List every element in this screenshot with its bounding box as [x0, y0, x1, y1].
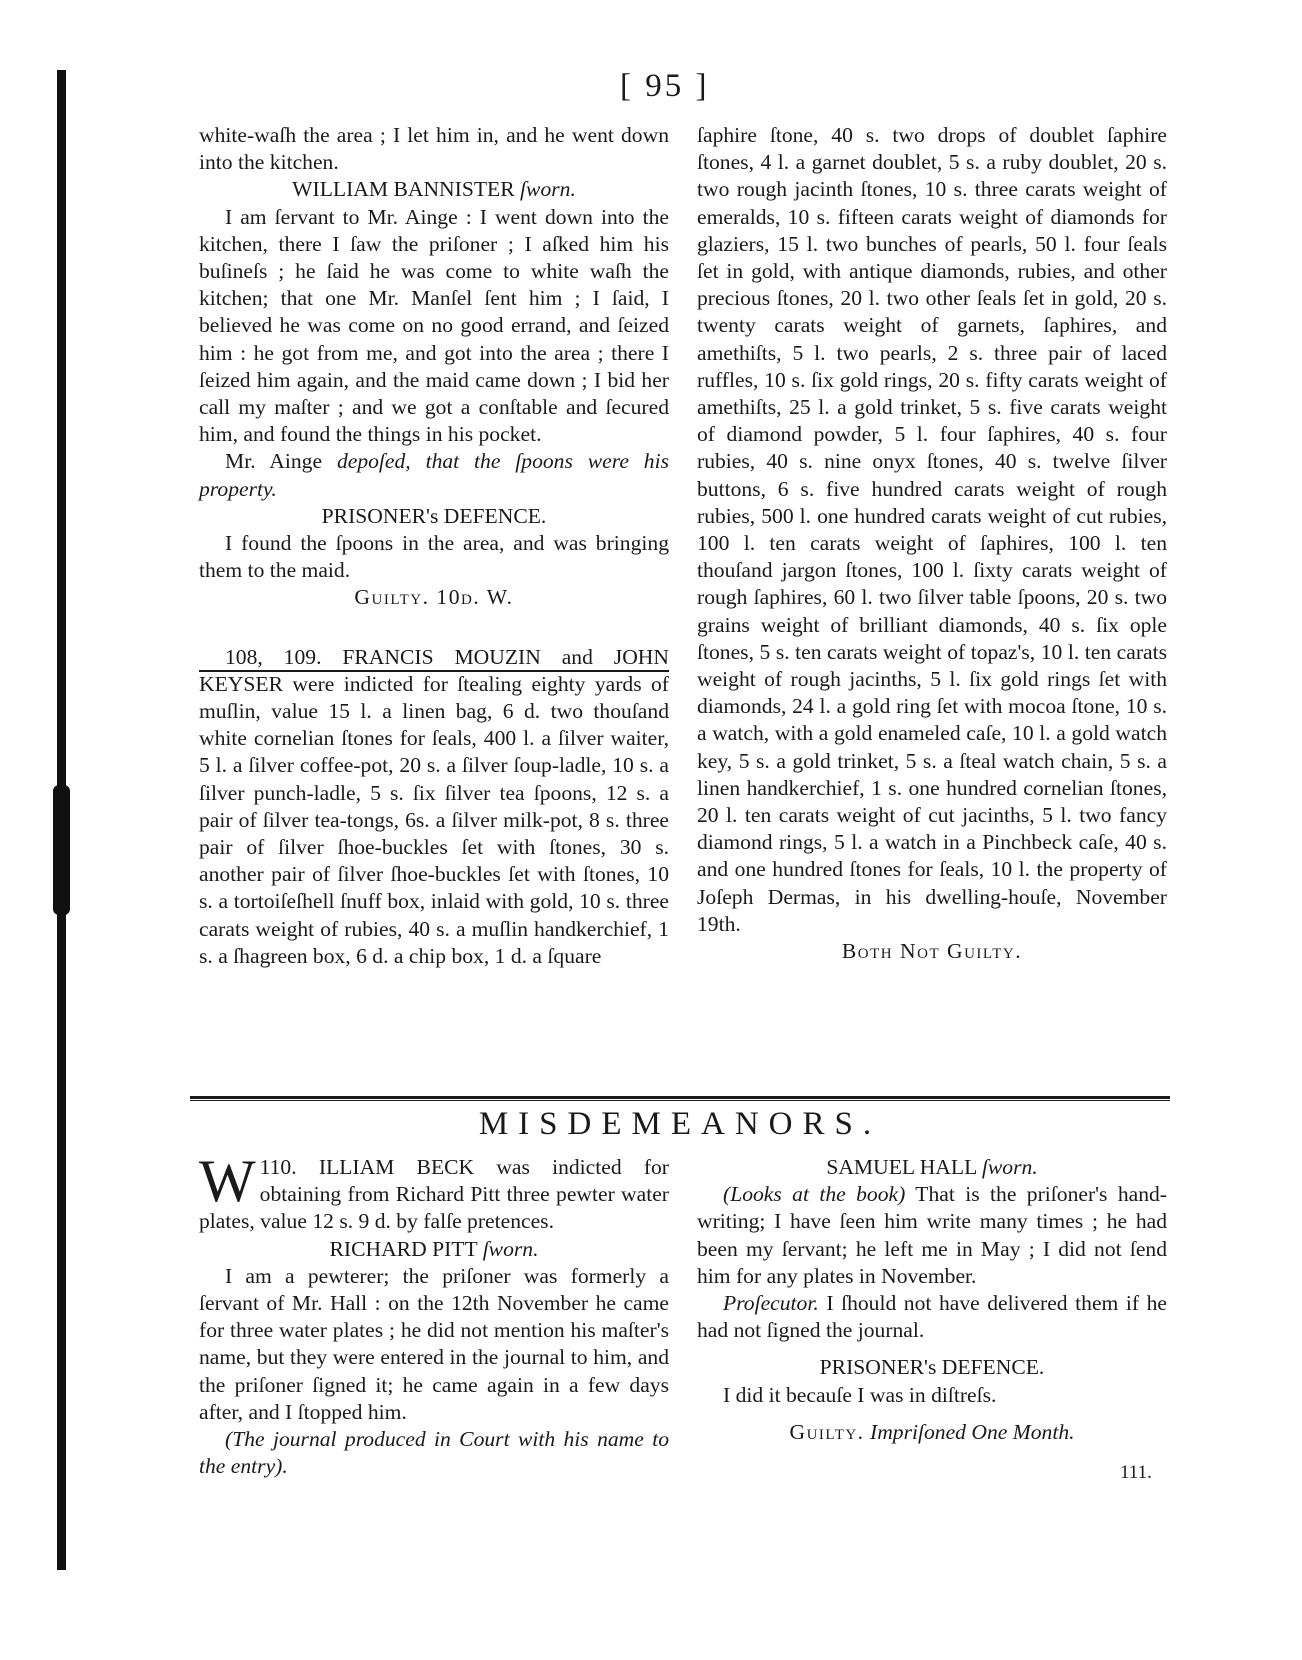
section-divider: [199, 670, 669, 672]
paragraph: ſaphire ſtone, 40 s. two drops of doublet ſaphire ſtones, 4 l. a garnet doublet, 5 s. a ruby doublet, 20 s. two rough jacinth ſtones, 10 s. three carats weight of emeralds, 10 s. fifteen carats weight of diamonds for glaziers, 15 l. two bunches of pearls, 50 l. four ſeals ſet in gold, with antique diamonds, rubies, and other precious ſtones, 20 l. two other ſeals ſet in gold, 20 s. twenty carats weight of garnets, ſaphires, and amethiſts, 5 l. two pearls, 2 s. three pair of laced ruffles, 10 s. ſix gold rings, 20 s. fifty carats weight of amethiſts, 25 l. a gold trinket, 5 s. five carats weight of diamond powder, 5 l. four ſaphires, 40 s. four rubies, 40 s. nine onyx ſtones, 40 s. twelve ſilver buttons, 6 s. five hundred carats weight of rough rubies, 500 l. one hundred carats weight of cut rubies, 100 l. ten carats weight of ſaphires, 100 l. ten thouſand jargon ſtones, 100 l. ſixty carats weight of rough ſaphires, 60 l. two ſilver table ſpoons, 20 s. two grains weight of brilliant diamonds, 40 s. ſix ople ſtones, 5 s. ten carats weight of topaz's, 10 l. ten carats weight of rough jacinths, 5 l. ſix gold rings ſet with diamonds, 24 l. a gold ring ſet with mocoa ſtone, 10 s. a watch, with a gold enameled caſe, 10 l. a gold watch key, 5 s. a gold trinket, 5 s. a ſteal watch chain, 5 s. a linen handkerchief, 1 s. one hundred cornelian ſtones, 20 l. ten carats weight of cut jacinths, 5 l. two fancy diamond rings, 5 l. a watch in a Pinchbeck caſe, 40 s. and one hundred ſtones for ſeals, 10 l. the property of Joſeph Dermas, in his dwelling-houſe, November 19th.: [697, 123, 1167, 936]
witness-heading: WILLIAM BANNISTER ſworn.: [292, 177, 576, 202]
defence-paragraph: I found the ſpoons in the area, and was bringing them to the maid.: [199, 531, 669, 583]
testimony-paragraph: I am a pewterer; the priſoner was formerly a ſervant of Mr. Hall : on the 12th November he came for three water plates ; he did not mention his maſter's name, but they were entered in the journal to him, and the priſoner ſigned it; he came again in a few days after, and I ſtopped him.: [199, 1263, 669, 1424]
prosecutor-paragraph: Proſecutor. I ſhould not have delivered them if he had not ſigned the journal.: [697, 1291, 1167, 1343]
section-heading: MISDEMEANORS.: [478, 1106, 882, 1142]
testimony-paragraph: (Looks at the book) That is the priſoner's hand-writing; I have ſeen him write many times ; he had been my ſervant; he left me in May ; I did not ſend him for any plates in November.: [697, 1182, 1167, 1288]
section-divider-thin: [190, 1100, 1170, 1101]
witness-heading: RICHARD PITT ſworn.: [329, 1236, 539, 1261]
binding-mark: [53, 785, 70, 915]
indictment-paragraph: 110. W ILLIAM BECK was indicted for obtaining from Richard Pitt three pewter water plates, value 12 s. 9 d. by falſe pretences.: [199, 1148, 670, 1234]
column-right-top: [697, 122, 1167, 965]
column-right-bottom: [697, 1154, 1167, 1446]
witness-heading: SAMUEL HALL ſworn.: [826, 1155, 1038, 1179]
section-divider-thick: [190, 1096, 1170, 1099]
verdict: Both Not Guilty.: [841, 939, 1023, 964]
testimony-paragraph: I am ſervant to Mr. Ainge : I went down into the kitchen, there I ſaw the priſoner ; I aſked him his buſineſs ; he ſaid he was come to white waſh the kitchen; that one Mr. Manſel ſent him ; I ſaid, I believed he was come on no good errand, and ſeized him : he got from me, and got into the area ; there I ſeized him again, and the maid came down ; I bid her call my maſter ; and we got a conſtable and ſecured him, and found the things in his pocket.: [199, 204, 669, 447]
catchword: 111.: [1120, 1462, 1152, 1483]
indictment-paragraph: 108, 109. FRANCIS MOUZIN and JOHN KEYSER were indicted for ſtealing eighty yards of muſlin, value 15 l. a linen bag, 6 d. two thouſand white cornelian ſtones for ſeals, 400 l. a ſilver waiter, 5 l. a ſilver coffee-pot, 20 s. a ſilver ſoup-ladle, 10 s. a ſilver punch-ladle, 5 s. ſix ſilver tea ſpoons, 12 s. a pair of ſilver tea-tongs, 6s. a ſilver milk-pot, 8 s. three pair of ſilver ſhoe-buckles ſet with ſtones, 30 s. another pair of ſilver ſhoe-buckles ſet with ſtones, 10 s. a tortoiſeſhell ſnuff box, inlaid with gold, 10 s. three carats weight of rubies, 40 s. a muſlin handkerchief, 1 s. a ſhagreen box, 6 d. a chip box, 1 d. a ſquare: [199, 644, 669, 968]
verdict: Guilty. Impriſoned One Month.: [789, 1419, 1075, 1444]
verdict: Guilty. 10d. W.: [354, 585, 514, 610]
column-left-bottom: [199, 1148, 670, 1480]
deposition-paragraph: Mr. Ainge depoſed, that the ſpoons were his property.: [199, 449, 669, 501]
paragraph: white-waſh the area ; I let him in, and he went down into the kitchen.: [199, 123, 669, 175]
drop-cap: W: [199, 1148, 256, 1214]
defence-heading: PRISONER's DEFENCE.: [819, 1355, 1045, 1380]
column-left-top: [199, 122, 669, 970]
page-number: [ 95 ]: [620, 68, 710, 104]
court-note: (The journal produced in Court with his name to the entry).: [199, 1427, 669, 1479]
defence-heading: PRISONER's DEFENCE.: [321, 503, 547, 528]
defence-paragraph: I did it becauſe I was in diſtreſs.: [723, 1382, 997, 1407]
